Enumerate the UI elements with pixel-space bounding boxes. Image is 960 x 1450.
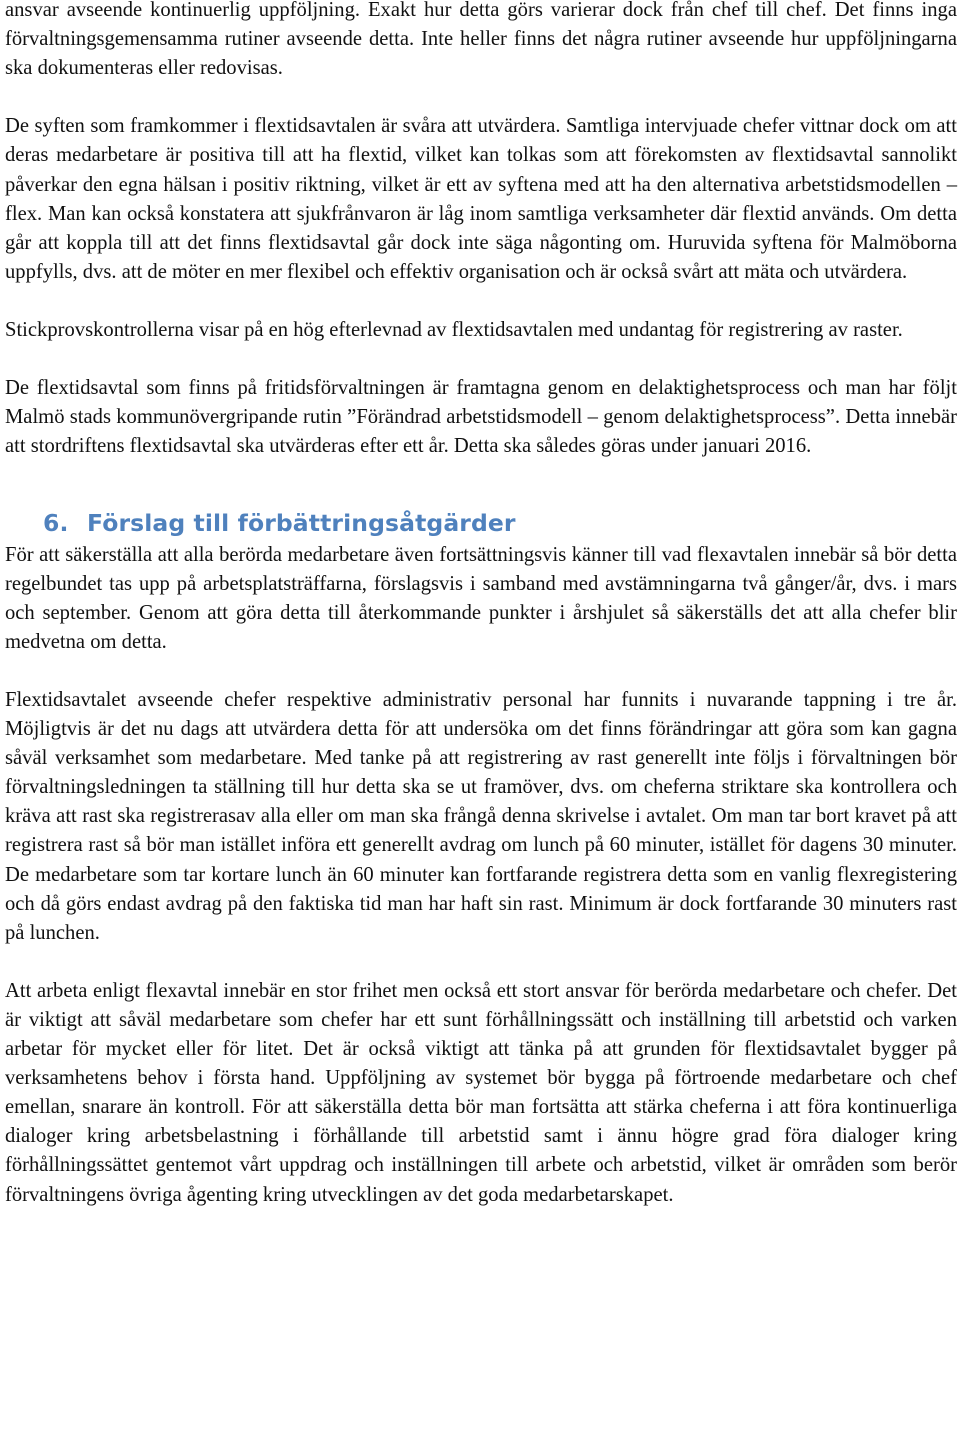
section-heading xyxy=(5,508,957,538)
paragraph-uppfoljning: ansvar avseende kontinuerlig uppföljning. Exakt hur detta görs varierar dock från chef till chef. Det finns inga förvaltningsgemensamma rutiner avseende detta. Inte heller finns det några rutiner avseende hur uppföljningarna ska dokumenteras eller redovisas. xyxy=(5,0,957,80)
paragraph-arbetsplatstraffar: För att säkerställa att alla berörda medarbetare även fortsättningsvis känner till vad flexavtalen innebär så bör detta regelbundet tas upp på arbetsplatsträffarna, förslagsvis i samband med avstämningarna två gånger/år, dvs. i mars och september. Genom att göra detta till återkommande punkter i årshjulet så säkerställs det att alla chefer blir medvetna om detta. xyxy=(5,543,957,653)
paragraph-frihet-ansvar: Att arbeta enligt flexavtal innebär en stor frihet men också ett stort ansvar för berörda medarbetare och chefer. Det är viktigt att såväl medarbetare som chefer har ett sunt förhållningssätt och inställning till arbetstid och varken arbetar för mycket eller för litet. Det är också viktigt att tänka på att grunden för flextidsavtalet bygger på verksamhetens behov i första hand. Uppföljning av systemet bör bygga på förtroende medarbetare och chef emellan, snarare än kontroll. För att säkerställa detta bör man fortsätta att stärka cheferna i att föra kontinuerliga dialoger kring arbetsbelastning i förhållande till arbetstid samt i ännu högre grad föra dialoger kring förhållningssättet gentemot vårt uppdrag och inställningen till arbete och arbetstid, vilket är områden som berör förvaltningens övriga ågenting kring utvecklingen av det goda medarbetarskapet. xyxy=(5,979,957,1206)
paragraph-syften: De syften som framkommer i flextidsavtalen är svåra att utvärdera. Samtliga intervjuade chefer vittnar dock om att deras medarbetare är positiva till att ha flextid, vilket kan tolkas som att förekomsten av flextidsavtal sannolikt påverkar den egna hälsan i positiv riktning, vilket är ett av syftena med att ha den alternativa arbetstidsmodellen –flex. Man kan också konstatera att sjukfrånvaron är låg inom samtliga verksamheter där flextid används. Om detta går att koppla till att det finns flextidsavtal går dock inte säga någonting om. Huruvida syftena för Malmöborna uppfylls, dvs. att de möter en mer flexibel och effektiv organisation och är också svårt att mäta och utvärdera. xyxy=(5,115,957,283)
paragraph-utvardering: Flextidsavtalet avseende chefer respektive administrativ personal har funnits i nuvarande tappning i tre år. Möjligtvis är det nu dags att utvärdera detta för att undersöka om det finns förändringar att göra som kan gagna såväl verksamhet som medarbetare. Med tanke på att registrering av rast generellt inte följs i förvaltningen bör förvaltningsledningen ta ställning till hur detta ska se ut framöver, dvs. om cheferna striktare ska kontrollera och kräva att rast ska registrerasav alla eller om man ska frångå denna skrivelse i avtalet. Om man tar bort kravet på att registrera rast så bör man istället införa ett generellt avdrag om lunch på 60 minuter, istället för dagens 30 minuter. De medarbetare som tar kortare lunch än 60 minuter kan fortfarande registrera detta som en vanlig flexregistering och då görs endast avdrag på den faktiska tid man har haft sin rast. Minimum är dock fortfarande 30 minuters rast på lunchen. xyxy=(5,688,957,944)
document-page xyxy=(5,0,957,1239)
section-title: Förslag till förbättringsåtgärder xyxy=(87,508,516,537)
section-number: 6. xyxy=(43,508,69,537)
paragraph-delaktighetsprocess: De flextidsavtal som finns på fritidsförvaltningen är framtagna genom en delaktighetsprocess och man har följt Malmö stads kommunövergripande rutin ”Förändrad arbetstidsmodell – genom delaktighetsprocess”. Detta innebär att stordriftens flextidsavtal ska utvärderas efter ett år. Detta ska således göras under januari 2016. xyxy=(5,377,957,458)
paragraph-stickprov: Stickprovskontrollerna visar på en hög efterlevnad av flextidsavtalen med undantag för registrering av raster. xyxy=(5,319,903,342)
